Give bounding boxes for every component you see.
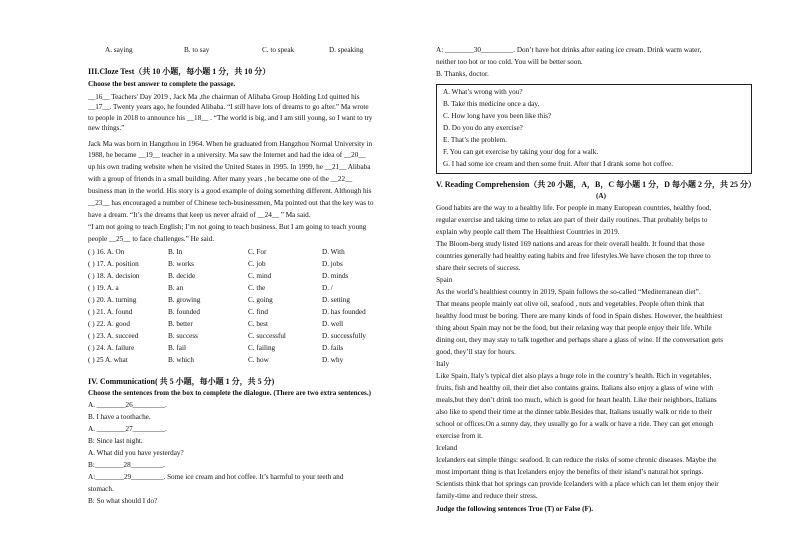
dialogue-line: neither too hot or too cold. You will be better soon.	[436, 58, 583, 66]
reading-line: Like Spain, Italy’s typical diet also plays a huge role in the country’s health. Rich in vegetables,	[436, 372, 712, 380]
option-b: B. growing	[168, 296, 201, 304]
q15-option-c: C. to speak	[262, 46, 295, 54]
option-b: B. founded	[168, 308, 200, 316]
answer-choice: A. What’s wrong with you?	[443, 88, 523, 96]
answer-choice: F. You can get exercise by taking your dog for a walk.	[443, 148, 599, 156]
cloze-line: 1988, he became __19__ teacher in a university. Ma saw the Internet and had the idea of __20__	[88, 151, 366, 159]
dialogue-line: stomach.	[88, 485, 114, 493]
judge-instruction: Judge the following sentences True (T) or False (F).	[436, 505, 594, 513]
reading-line: meals,but they don’t drink too much, which is good for heart health. Like their neighbors, Italians	[436, 396, 717, 404]
option-number: ( ) 23. A. succeed	[88, 332, 139, 340]
cloze-instruction: Choose the best answer to complete the passage.	[88, 80, 236, 88]
option-d: D. why	[322, 356, 344, 364]
option-number: ( ) 17. A. position	[88, 260, 139, 268]
reading-line: good, they’ll stay for hours.	[436, 348, 516, 356]
reading-line: fruits, fish and healthy oil, their diet also contains grains. Italians also enjoy a glass of wine with	[436, 384, 714, 392]
q15-option-b: B. to say	[184, 46, 210, 54]
reading-line: As the world’s healthiest country in 2019, Spain follows the so-called “Mediterranean diet”.	[436, 288, 701, 296]
option-number: ( ) 18. A. decision	[88, 272, 140, 280]
option-c: C. how	[248, 356, 269, 364]
option-number: ( ) 25 A. what	[88, 356, 128, 364]
dialogue-line: B: So what should I do?	[88, 497, 158, 505]
cloze-line: __23__ has encouraged a number of Chinese tech-businessmen, Ma pointed out that the key was to	[88, 199, 374, 207]
reading-line: healthy food must be boring. There are many kinds of food in Spain dishes. However, the healthiest	[436, 312, 723, 320]
option-d: D. setting	[322, 296, 350, 304]
dialogue-line: B:________28_________.	[88, 461, 165, 469]
answer-choice: B. Take this medicine once a day.	[443, 100, 540, 108]
dialogue-line: A:________29_________. Some ice cream and hot coffee. It’s harmful to your teeth and	[88, 473, 344, 481]
option-b: B. In	[168, 248, 183, 256]
reading-line: explain why people call them The Healthiest Countries in 2019.	[436, 228, 620, 236]
option-d: D. fails	[322, 344, 344, 352]
option-d: D. /	[322, 284, 333, 292]
option-b: B. decide	[168, 272, 196, 280]
option-c: C. mind	[248, 272, 272, 280]
cloze-line: have a dream. “It’s the dreams that keep us never afraid of __24__ ” Ma said.	[88, 211, 311, 219]
reading-line: most important thing is that Icelanders enjoy the benefits of their island’s natural hot springs.	[436, 468, 704, 476]
option-c: C. job	[248, 260, 266, 268]
reading-line: Italy	[436, 360, 450, 368]
reading-line: Good habits are the way to a healthy life. For people in many European countries, healthy food,	[436, 204, 712, 212]
option-d: D. well	[322, 320, 344, 328]
reading-line: Scientists think that hot springs can provide Icelanders with a place which can let them enjoy their	[436, 480, 719, 488]
q15-option-d: D. speaking	[329, 46, 364, 54]
answer-choice: G. I had some ice cream and then some fruit. After that I drank some hot coffee.	[443, 160, 673, 168]
option-d: D. has founded	[322, 308, 366, 316]
option-number: ( ) 21. A. found	[88, 308, 133, 316]
option-b: B. success	[168, 332, 198, 340]
cloze-line: up his own trading website when he visited the United States in 1995. In 1999, he __21__ Alibaba	[88, 163, 371, 171]
option-number: ( ) 22. A. good	[88, 320, 130, 328]
option-b: B. works	[168, 260, 194, 268]
option-b: B. fail	[168, 344, 186, 352]
dialogue-line: A. ________27_________.	[88, 425, 167, 433]
dialogue-line: A. What did you have yesterday?	[88, 449, 184, 457]
reading-line: Icelanders eat simple things: seafood. It can reduce the risks of some chronic diseases. Maybe the	[436, 456, 717, 464]
cloze-line: with a group of friends in a small building. After many years , he became one of the __22__	[88, 175, 353, 183]
reading-line: also like to spend their time at the dinner table.Besides that, Italians usually walk or ride to their	[436, 408, 713, 416]
option-c: C. failing	[248, 344, 276, 352]
option-d: D. successfully	[322, 332, 366, 340]
cloze-line: __16__ Teachers' Day 2019 , Jack Ma ,the chairman of Alibaba Group Holding Ltd quitted his	[88, 93, 360, 101]
cloze-line: people __25__ to face challenges.” He said.	[88, 235, 215, 243]
reading-line: regular exercise and taking time to relax are part of their daily routines. That probably helps to	[436, 216, 708, 224]
option-c: C. best	[248, 320, 268, 328]
option-number: ( ) 20. A. turning	[88, 296, 137, 304]
option-c: C. find	[248, 308, 268, 316]
reading-line: The Bloom-berg study listed 169 nations and areas for their overall health. It found that those	[436, 240, 705, 248]
reading-line: share their secrets of success.	[436, 264, 521, 272]
reading-heading: V. Reading Comprehension（共 20 小题，A，B，C 每小题 1 分，D 每小题 2 分，共 25 分）	[436, 180, 756, 189]
dialogue-line: B. I have a toothache.	[88, 413, 151, 421]
reading-line: That means people mainly eat olive oil, seafood , nuts and vegetables. People often think that	[436, 300, 705, 308]
cloze-heading: III.Cloze Test（共 10 小题，每小题 1 分，共 10 分）	[88, 67, 271, 76]
q15-option-a: A. saying	[105, 46, 133, 54]
cloze-line: “I am not going to teach English; I’m not going to teach business. But I am going to teach young	[88, 223, 367, 231]
cloze-line: business man in the world. His story is a good example of doing something different. Although his	[88, 187, 372, 195]
reading-part-label: (A)	[596, 192, 606, 200]
answer-choice: D. Do you do any exercise?	[443, 124, 523, 132]
cloze-line: to people in 2018 to announce his __18__ . “The world is big, and I am still young, so I want to try	[88, 113, 373, 122]
option-c: C. going	[248, 296, 273, 304]
option-c: C. successful	[248, 332, 286, 340]
reading-line: thing about Spain may not be the food, but their relaxing way that people enjoy their life. While	[436, 324, 712, 332]
reading-line: dining out, they may stay to talk together and perhaps share a glass of wine. If the conversation gets	[436, 336, 724, 344]
option-c: C. the	[248, 284, 266, 292]
cloze-line: new things.”	[88, 124, 125, 132]
dialogue-line: A: ________30_________. Don’t have hot drinks after eating ice cream. Drink warm water,	[436, 46, 702, 54]
cloze-line: __17__. Twenty years ago, he founded Alibaba. “I still have lots of dreams to go after.” Ma wrote	[88, 103, 369, 111]
reading-line: exercise from it.	[436, 432, 483, 440]
communication-instruction: Choose the sentences from the box to complete the dialogue. (There are two extra sentences.)	[88, 389, 372, 397]
option-b: B. which	[168, 356, 194, 364]
reading-line: Spain	[436, 276, 453, 284]
reading-line: school or offices.On a sunny day, they usually go for a walk or have a ride. They can get enough	[436, 420, 714, 428]
cloze-line: Jack Ma was born in Hangzhou in 1964. When he graduated from Hangzhou Normal University in	[88, 140, 373, 148]
option-number: ( ) 24. A. failure	[88, 344, 135, 352]
dialogue-line: B: Since last night.	[88, 437, 143, 445]
option-d: D. minds	[322, 272, 349, 280]
option-b: B. an	[168, 284, 184, 292]
option-d: D. jobs	[322, 260, 343, 268]
reading-line: family-time and reduce their stress.	[436, 492, 538, 500]
option-number: ( ) 19. A. a	[88, 284, 119, 292]
dialogue-line: B. Thanks, doctor.	[436, 70, 489, 78]
answer-choice: C. How long have you been like this?	[443, 112, 552, 120]
reading-line: countries generally had healthy eating habits and free lifestyles.We have chosen the top three to	[436, 252, 711, 260]
option-b: B. better	[168, 320, 193, 328]
answer-choice: E. That’s the problem.	[443, 136, 507, 144]
option-c: C. For	[248, 248, 267, 256]
dialogue-line: A. ________26_________.	[88, 401, 167, 409]
option-number: ( ) 16. A. On	[88, 248, 125, 256]
communication-heading: IV. Communication( 共 5 小题，每小题 1 分，共 5 分)	[88, 377, 275, 386]
reading-line: Iceland	[436, 444, 458, 452]
option-d: D. With	[322, 248, 345, 256]
